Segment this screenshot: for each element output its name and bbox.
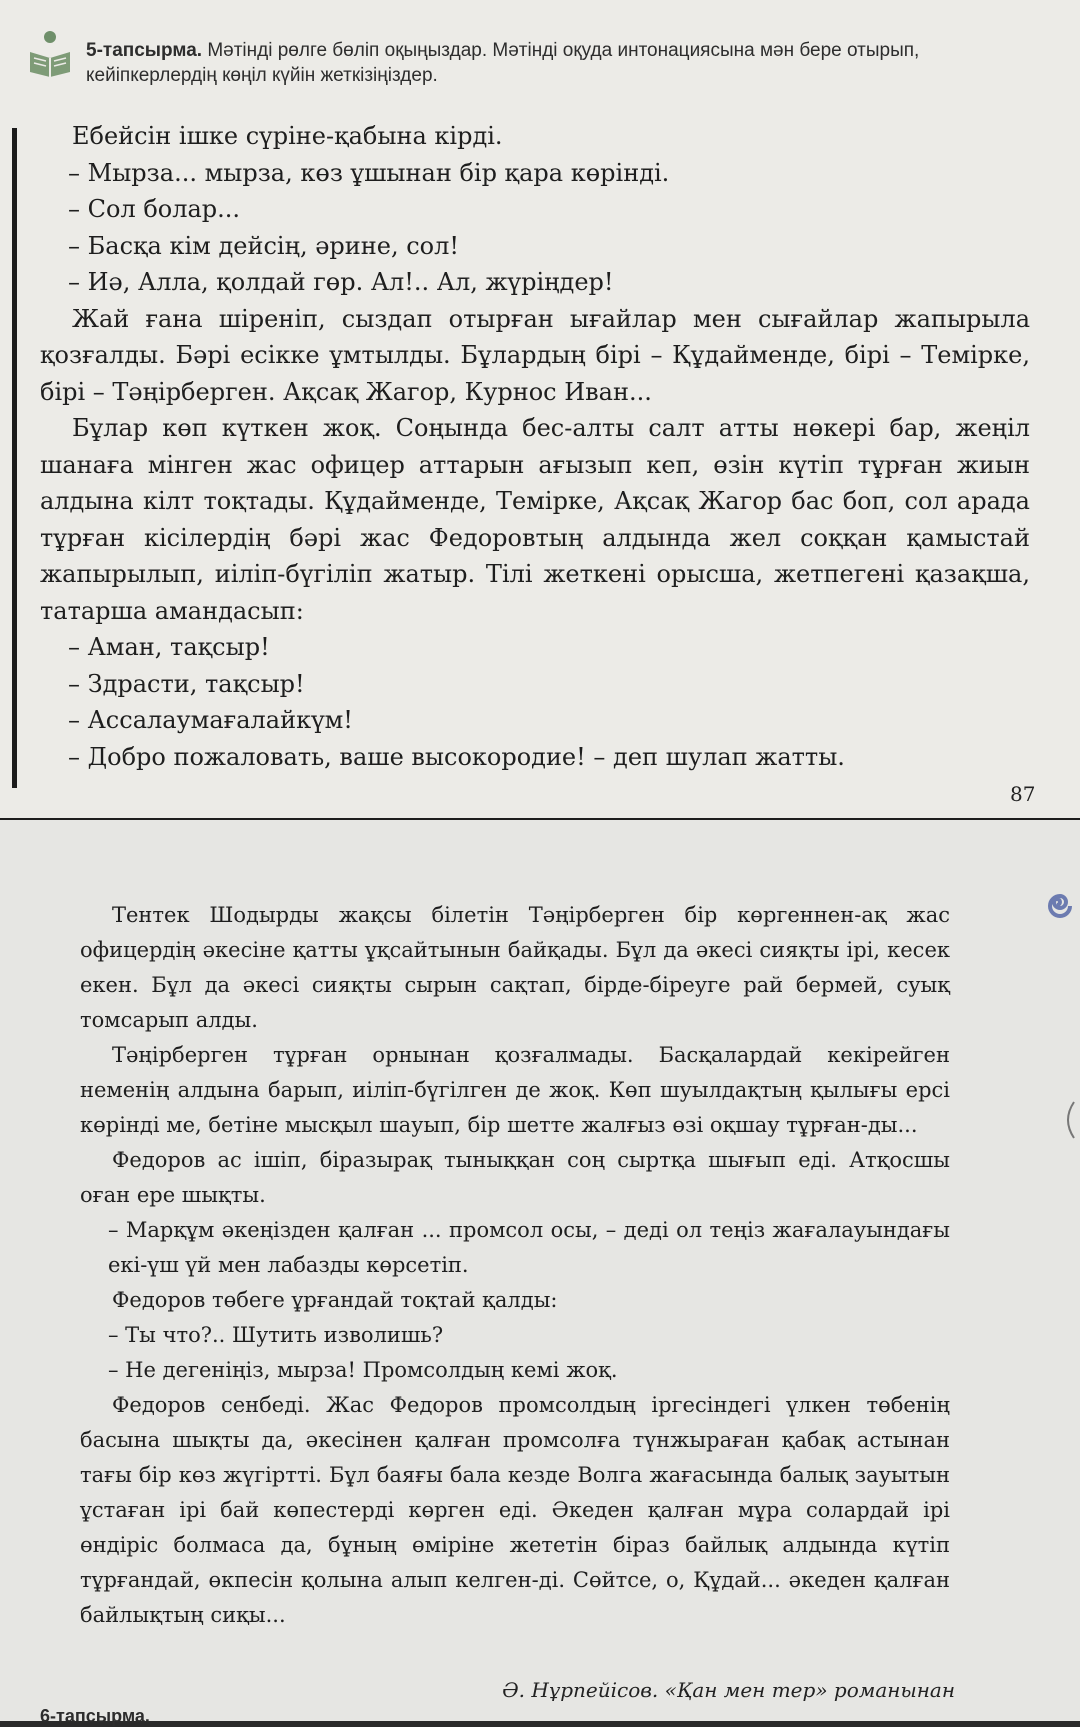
dialogue-line: – Сол болар... <box>68 195 241 223</box>
swirl-ornament-icon <box>1040 886 1080 926</box>
book-reading-icon <box>24 28 76 78</box>
task-header <box>86 38 1016 88</box>
task-number: 5-тапсырма. <box>86 40 203 61</box>
dialogue-line: – Здрасти, тақсыр! <box>68 669 305 698</box>
source-citation: Ә. Нұрпейісов. «Қан мен тер» романынан <box>502 1678 955 1702</box>
dialogue-line: – Иә, Алла, қолдай гөр. Ал!.. Ал, жүріңдер! <box>68 268 614 296</box>
paragraph: Тентек Шодырды жақсы білетін Тәңірберген бір көргеннен-ақ жас офицердің әкесіне қатты ұқсайтынын байқады. Бұл да әкесі сияқты ірі, кесек екен. Бұл да әкесі сияқты сырын сақтап, бірде-біреуге рай бермей, суық томсарып алды. <box>80 903 950 1032</box>
next-task-label: 6-тапсырма. <box>40 1706 150 1726</box>
story-text-top <box>40 118 1030 775</box>
paragraph: Ебейсін ішке сүріне-қабына кірді. <box>72 122 503 150</box>
page-87 <box>0 0 1080 820</box>
dialogue-line: – Мырза... мырза, көз ұшынан бір қара көрінді. <box>68 158 670 187</box>
dialogue-line: – Марқұм әкеңізден қалған ... промсол осы, – деді ол теңіз жағалауындағы екі-үш үй мен лабазды көрсетіп. <box>108 1218 950 1277</box>
page-number: 87 <box>1010 782 1036 806</box>
dialogue-line: – Басқа кім дейсің, әрине, сол! <box>68 231 460 260</box>
bracket-ornament-icon <box>1060 1100 1076 1140</box>
paragraph: Федоров сенбеді. Жас Федоров промсолдың іргесіндегі үлкен төбенің басына шықты да, әкесінен қалған промсолға түнжыраған қабақ астынан тағы бір көз жүгіртті. Бұл баяғы бала кезде Волга жағасында балық зауытын ұстаған ірі бай көпестерді көрген еді. Әкеден қалған мұра солардай ірі өндіріс болмаса да, бұның өміріне жететін біраз байлық алдында күтіп тұрғандай, өкпесін қолына алып келген-ді. Сөйтсе, о, Құдай... әкеден қалған байлықтың сиқы... <box>80 1393 950 1627</box>
dialogue-line: – Не дегеніңіз, мырза! Промсолдың кемі жоқ. <box>108 1358 618 1382</box>
dialogue-line: – Ассалаумағалайкүм! <box>68 706 353 734</box>
paragraph: Федоров ас ішіп, біразырақ тыныққан соң сыртқа шығып еді. Атқосшы оған ере шықты. <box>80 1148 950 1207</box>
dialogue-line: – Аман, тақсыр! <box>68 633 270 661</box>
paragraph: Бұлар көп күткен жоқ. Соңында бес-алты салт атты нөкері бар, жеңіл шанаға мінген жас офицер аттарын ағызып кеп, өзін күтіп тұрған жиын алдына кілт тоқтады. Құдайменде, Темірке, Ақсақ Жагор бас боп, сол арада тұрған кісілердің бәрі жас Федоровтың алдында жел соққан қамыстай жапырылып, иіліп-бүгіліп жатыр. Тілі жеткені орысша, жетпегені қазақша, татарша амандасып: <box>40 414 1030 625</box>
story-text-bottom <box>80 898 950 1633</box>
margin-bar <box>12 128 17 788</box>
paragraph: Тәңірберген тұрған орнынан қозғалмады. Басқалардай кекірейген неменің алдына барып, иіліп-бүгілген де жоқ. Көп шуылдақтың қылығы ерсі көрінді ме, бетіне мысқыл шауып, бір шетте жалғыз өзі оқшау тұрған-ды... <box>80 1043 950 1137</box>
paragraph: Федоров төбеге ұрғандай тоқтай қалды: <box>112 1288 558 1312</box>
task-instruction: Мәтінді рөлге бөліп оқыңыздар. Мәтінді оқуда интонациясына мән бере отырып, кейіпкерлердің көңіл күйін жеткізіңіздер. <box>86 40 920 86</box>
paragraph: Жай ғана шіреніп, сыздап отырған ығайлар мен сығайлар жапырыла қозғалды. Бәрі есікке ұмтылды. Бұлардың бірі – Құдайменде, бірі – Темірке, бірі – Тәңірберген. Ақсақ Жагор, Курнос Иван... <box>40 304 1030 406</box>
dialogue-line: – Ты что?.. Шутить изволишь? <box>108 1323 444 1347</box>
dialogue-line: – Добро пожаловать, ваше высокородие! – деп шулап жатты. <box>68 742 845 771</box>
